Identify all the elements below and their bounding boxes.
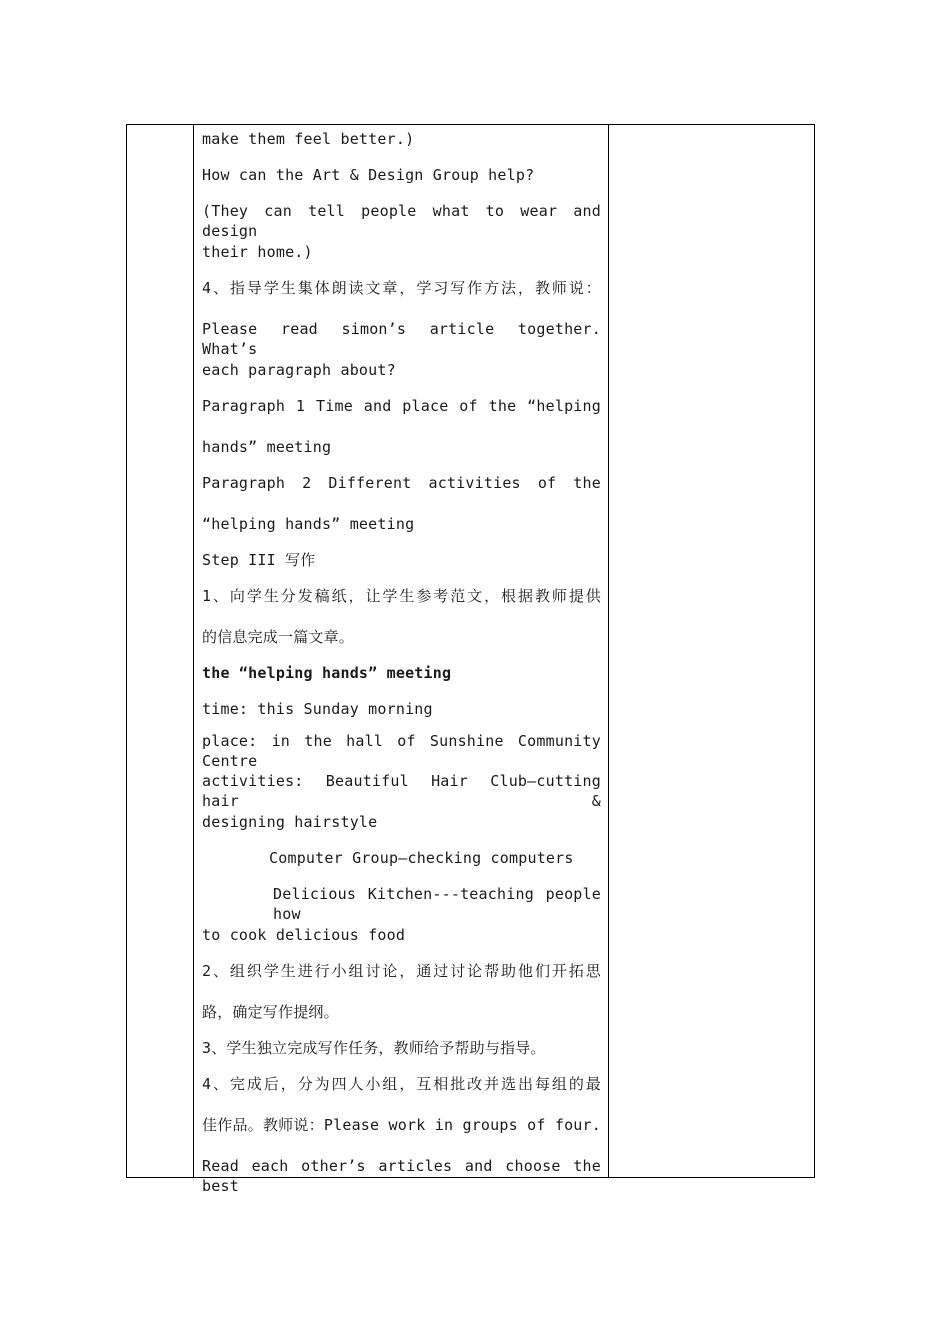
text-line: to cook delicious food — [202, 926, 406, 944]
left-column-cell — [127, 125, 194, 1177]
text-line: their home.) — [202, 243, 313, 261]
text-line: Computer Group—checking computers — [269, 849, 574, 867]
text-line: Please read simon’s article together. What’s — [202, 320, 601, 358]
text-line: 2、组织学生进行小组讨论，通过讨论帮助他们开拓思 — [202, 962, 601, 980]
text-line: activities: Beautiful Hair Club—cutting hair & — [202, 772, 601, 810]
text-line: 的信息完成一篇文章。 — [202, 628, 355, 646]
text-line: 4、指导学生集体朗读文章，学习写作方法，教师说： — [202, 279, 601, 297]
text-line: 3、学生独立完成写作任务，教师给予帮助与指导。 — [202, 1039, 546, 1057]
lesson-plan-table — [126, 124, 815, 1195]
text-line: 佳作品。教师说：Please work in groups of four. — [202, 1116, 601, 1134]
text-line: time: this Sunday morning — [202, 700, 433, 718]
text-line: How can the Art & Design Group help? — [202, 166, 535, 184]
text-line: each paragraph about? — [202, 361, 396, 379]
content-column-cell — [202, 125, 601, 1195]
text-line: hands” meeting — [202, 438, 332, 456]
text-line: 1、向学生分发稿纸，让学生参考范文，根据教师提供 — [202, 587, 601, 605]
text-line: 路，确定写作提纲。 — [202, 1003, 339, 1021]
text-line: Delicious Kitchen---teaching people how — [273, 885, 601, 923]
text-line: make them feel better.) — [202, 130, 415, 148]
step-heading: Step III 写作 — [202, 551, 316, 569]
text-line: Paragraph 2 Different activities of the — [202, 474, 601, 492]
text-line: Read each other’s articles and choose the best — [202, 1157, 601, 1195]
text-line: designing hairstyle — [202, 813, 378, 831]
text-line: Paragraph 1 Time and place of the “helping — [202, 397, 601, 415]
writing-task-title: the “helping hands” meeting — [202, 664, 452, 682]
text-line: “helping hands” meeting — [202, 515, 415, 533]
text-line: 4、完成后，分为四人小组，互相批改并选出每组的最 — [202, 1075, 601, 1093]
right-column-cell — [608, 125, 815, 1177]
text-line: place: in the hall of Sunshine Community Centre — [202, 732, 601, 770]
text-line: (They can tell people what to wear and design — [202, 202, 601, 240]
